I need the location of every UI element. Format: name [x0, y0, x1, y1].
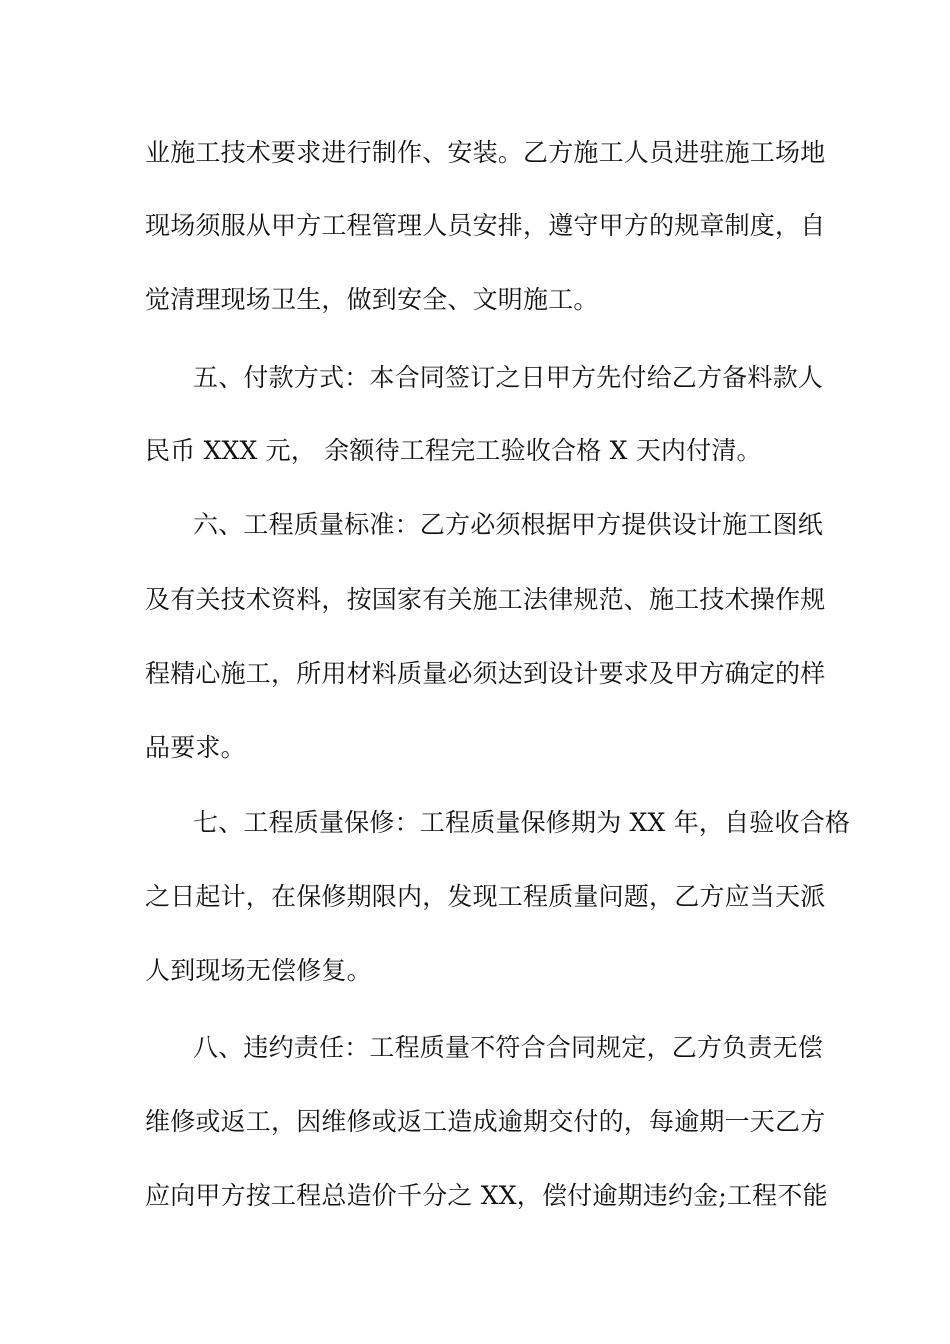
text-line-15: 应向甲方按工程总造价千分之 XX，偿付逾期违约金;工程不能	[145, 1181, 828, 1210]
text-line-9: 品要求。	[145, 733, 246, 762]
text-line-14: 维修或返工，因维修或返工造成逾期交付的，每逾期一天乙方	[145, 1107, 826, 1136]
text-line-3: 觉清理现场卫生，做到安全、文明施工。	[145, 285, 599, 314]
text-line-2: 现场须服从甲方工程管理人员安排，遵守甲方的规章制度，自	[145, 211, 826, 240]
section-8-heading-line: 八、违约责任：工程质量不符合合同规定，乙方负责无偿	[193, 1033, 824, 1062]
text-line-5: 民币 XXX 元， 余额待工程完工验收合格 X 天内付清。	[145, 436, 762, 465]
text-line-11: 之日起计，在保修期限内，发现工程质量问题，乙方应当天派	[145, 882, 826, 911]
section-5-heading-line: 五、付款方式：本合同签订之日甲方先付给乙方备料款人	[193, 363, 824, 392]
section-6-heading-line: 六、工程质量标准：乙方必须根据甲方提供设计施工图纸	[193, 510, 824, 539]
text-line-7: 及有关技术资料，按国家有关施工法律规范、施工技术操作规	[145, 585, 826, 614]
section-7-heading-line: 七、工程质量保修：工程质量保修期为 XX 年，自验收合格	[193, 808, 851, 837]
text-line-8: 程精心施工，所用材料质量必须达到设计要求及甲方确定的样	[145, 659, 826, 688]
text-line-12: 人到现场无偿修复。	[145, 956, 372, 985]
text-line-1: 业施工技术要求进行制作、安装。乙方施工人员进驻施工场地	[145, 138, 826, 167]
